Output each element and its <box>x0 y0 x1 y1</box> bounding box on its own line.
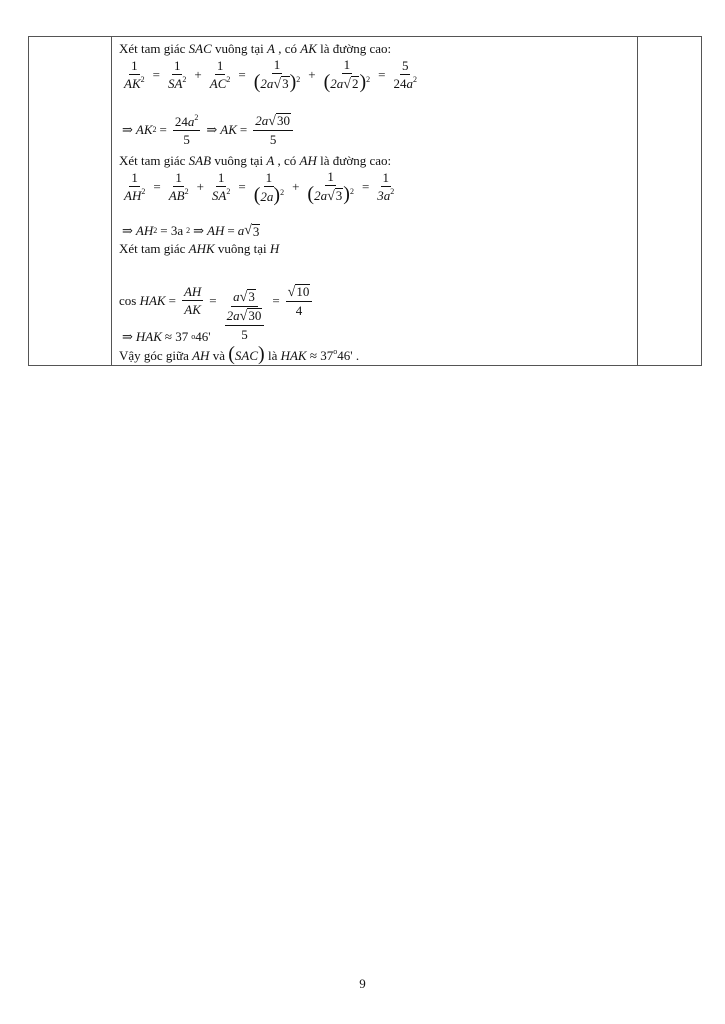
fraction <box>305 169 356 204</box>
triangle-sab: SAB <box>188 153 212 168</box>
radicand: 30 <box>276 113 290 128</box>
plus: + <box>292 178 300 194</box>
exp: 2 <box>141 187 146 196</box>
var: AK <box>220 122 237 137</box>
var: AH <box>207 223 225 238</box>
text: Vậy góc giữa <box>119 348 193 363</box>
text: vuông tại <box>214 241 270 256</box>
fraction <box>210 170 232 203</box>
equals: = <box>209 292 217 308</box>
numerator: 1 <box>343 57 351 72</box>
var: AK <box>124 76 141 91</box>
numerator: 1 <box>265 169 273 185</box>
triangle-sac: SAC <box>188 41 212 56</box>
var: a <box>237 223 245 238</box>
equals: = <box>238 178 246 194</box>
fraction <box>286 284 313 318</box>
column-divider-1 <box>111 37 112 365</box>
denominator: 5 <box>269 132 277 147</box>
equals: = <box>361 178 370 194</box>
var: 2a <box>330 76 344 91</box>
implies: ⇒ <box>122 223 133 238</box>
text-line-sac <box>119 41 391 57</box>
denominator <box>375 187 396 203</box>
radicand: 10 <box>296 283 310 299</box>
equation-ak-value: ⇒ AK 2 = $\frac{24a^2}{5}$ ⇒ AK = $\frac{2a√30}{5}$ <box>119 113 296 147</box>
approx: ≈ 37 <box>164 329 189 344</box>
radicand: 30 <box>248 308 262 323</box>
exp: 2 <box>182 75 187 84</box>
equals: = <box>378 66 386 82</box>
segment-ak: AK <box>300 41 317 56</box>
var: SA <box>167 76 183 91</box>
text: vuông tại <box>211 41 268 56</box>
equation-ah-value: ⇒ AH 2 = 3a 2 ⇒ AH = a √ 3 <box>122 223 260 239</box>
radical: √ <box>327 189 335 204</box>
denominator: AK <box>184 302 201 317</box>
exp: 2 <box>226 75 231 84</box>
implies: ⇒ <box>122 122 133 137</box>
fraction <box>173 114 201 147</box>
minutes: 46' <box>195 329 211 344</box>
paren: ( <box>253 71 261 93</box>
var: AK <box>135 122 153 137</box>
text: là đường cao: <box>316 41 392 56</box>
equals: = <box>152 66 160 82</box>
plus: + <box>196 178 204 194</box>
numerator: 1 <box>273 57 281 72</box>
equals: = 3a <box>160 223 184 238</box>
text: Xét tam giác <box>119 153 189 168</box>
exp: 2 <box>140 75 145 84</box>
coef: 24 <box>393 76 407 91</box>
fraction <box>252 170 286 204</box>
numerator: 1 <box>327 169 334 184</box>
denominator <box>252 71 303 93</box>
denominator <box>166 75 188 91</box>
paren: ) <box>258 343 265 365</box>
implies: ⇒ <box>193 223 205 238</box>
fraction <box>391 58 419 91</box>
radical: √ <box>239 309 248 324</box>
paren: ) <box>273 183 281 206</box>
degree: o <box>333 347 338 356</box>
exp: 2 <box>412 75 417 84</box>
radicand: 2 <box>351 76 359 91</box>
fraction <box>375 170 396 203</box>
text: ≈ 37 <box>306 348 334 363</box>
paren: ) <box>359 71 367 93</box>
text: vuông tại <box>211 153 267 168</box>
conclusion-line <box>119 343 360 365</box>
var: 2a <box>260 188 274 204</box>
numerator: 1 <box>131 58 138 73</box>
segment-ah: AH <box>192 348 210 363</box>
denominator <box>305 183 356 205</box>
denominator <box>223 307 267 342</box>
radical: √ <box>287 284 296 300</box>
numerator: AH <box>183 284 202 299</box>
plane-sac: SAC <box>234 348 259 363</box>
text: là <box>264 348 281 363</box>
radical: √ <box>239 290 248 305</box>
denominator: 5 <box>183 131 190 147</box>
implies: ⇒ <box>122 329 133 344</box>
paren: ) <box>343 183 350 205</box>
triangle-ahk: AHK <box>188 241 215 256</box>
exp: 2 <box>366 75 371 84</box>
radicand: 3 <box>252 224 260 239</box>
var: AH <box>135 223 154 238</box>
numerator: 1 <box>216 58 224 73</box>
var: 2a <box>226 308 240 323</box>
equation-ak-reciprocal <box>119 57 422 92</box>
denominator <box>167 187 191 203</box>
var: a <box>187 113 195 129</box>
paren: ( <box>253 183 261 206</box>
text: , có <box>275 41 301 56</box>
numerator: 5 <box>401 58 409 73</box>
angle-hak: HAK <box>280 348 307 363</box>
fraction <box>208 58 233 91</box>
fraction <box>253 113 293 147</box>
fraction <box>166 58 188 91</box>
denominator: 4 <box>295 302 303 318</box>
vertex-h: H <box>269 241 280 256</box>
radical: √ <box>244 223 252 238</box>
equals: = <box>238 66 246 82</box>
vertex-a: A <box>267 41 275 56</box>
var: a <box>406 76 413 91</box>
equals: = <box>168 292 176 308</box>
denominator: 5 <box>241 327 248 342</box>
exp: 2 <box>280 187 285 197</box>
denominator <box>252 183 286 206</box>
plus: + <box>194 66 202 82</box>
var: 3a <box>377 188 391 203</box>
numerator: 1 <box>173 58 181 73</box>
fraction <box>223 289 267 342</box>
text: 46' . <box>337 348 360 363</box>
text: Xét tam giác <box>119 41 189 56</box>
text: là đường cao: <box>316 153 392 168</box>
equation-hak-angle: ⇒ HAK ≈ 37 o 46' <box>122 329 211 344</box>
numerator <box>225 308 265 326</box>
paren: ) <box>289 71 297 93</box>
numerator <box>231 289 258 307</box>
equals: = <box>153 178 161 194</box>
var: 2a <box>260 76 274 91</box>
numerator: 1 <box>382 170 390 185</box>
exp: 2 <box>390 187 395 196</box>
paren: ( <box>323 71 331 93</box>
equals: = <box>272 292 280 308</box>
vertex-a: A <box>266 153 275 168</box>
var: AB <box>168 188 185 203</box>
numerator: 1 <box>175 170 182 185</box>
text: , có <box>274 153 300 168</box>
paren: ( <box>307 183 315 205</box>
exp: 2 <box>296 75 301 84</box>
radicand: 3 <box>248 289 255 304</box>
radical: √ <box>343 77 351 92</box>
numerator <box>286 284 313 302</box>
angle-hak: HAK <box>139 292 166 308</box>
angle-hak: HAK <box>135 329 162 344</box>
exp: 2 <box>349 187 354 196</box>
fraction <box>322 57 373 92</box>
numerator <box>173 114 201 131</box>
numerator: 1 <box>217 170 225 185</box>
denominator <box>322 71 373 93</box>
denominator <box>122 75 147 91</box>
column-divider-2 <box>637 37 638 365</box>
numerator <box>253 113 293 131</box>
denominator <box>122 187 147 203</box>
fraction <box>167 170 191 203</box>
var: AC <box>209 76 227 91</box>
exp: 2 <box>226 187 231 196</box>
fraction <box>122 58 147 91</box>
radicand: 3 <box>282 76 289 91</box>
text-line-ahk <box>119 241 279 257</box>
var: 2a <box>255 113 269 128</box>
equals: = <box>227 223 235 238</box>
radical: √ <box>268 114 276 129</box>
fraction <box>225 308 265 342</box>
var: a <box>233 289 240 304</box>
fraction <box>182 284 203 317</box>
text-line-sab <box>119 153 391 169</box>
page-number: 9 <box>359 976 366 991</box>
text: và <box>209 348 229 363</box>
segment-ah: AH <box>299 153 317 168</box>
radical: √ <box>273 77 282 92</box>
denominator <box>210 187 232 203</box>
fraction <box>122 170 147 203</box>
text: Xét tam giác <box>119 241 189 256</box>
solution-table <box>28 36 702 366</box>
exp: 2 <box>184 187 189 196</box>
coef: 24 <box>174 113 188 129</box>
paren: ( <box>228 343 235 365</box>
equals: = <box>159 122 167 137</box>
radicand: 3 <box>335 188 343 203</box>
var: AH <box>124 188 142 203</box>
denominator <box>391 75 419 91</box>
fraction <box>252 57 303 92</box>
equals: = <box>239 122 248 137</box>
var: 2a <box>314 188 328 203</box>
cos: cos <box>119 292 137 308</box>
exp: 2 <box>194 112 199 122</box>
equation-ah-reciprocal <box>119 169 399 204</box>
var: SA <box>211 188 227 203</box>
plus: + <box>308 66 316 82</box>
implies: ⇒ <box>206 122 218 137</box>
numerator: 1 <box>131 170 138 185</box>
denominator <box>208 75 233 91</box>
